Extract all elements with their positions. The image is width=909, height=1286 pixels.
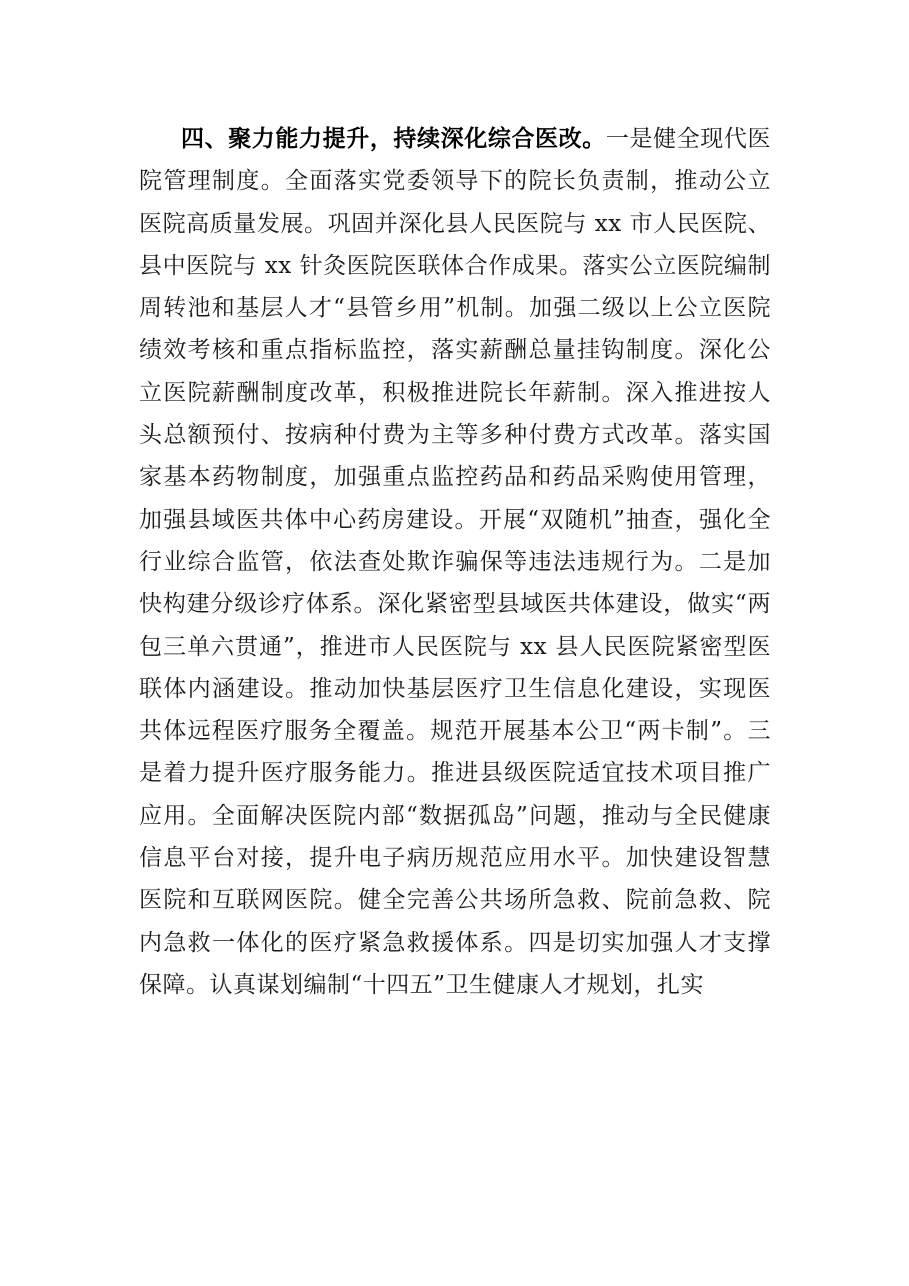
paragraph-text: 一是健全现代医院管理制度。全面落实党委领导下的院长负责制，推动公立医院高质量发展。巩固并深化县人民医院与 xx 市人民医院、县中医院与 xx 针灸医院医联体合作成果。落实公立医院编制周转池和基层人才“县管乡用”机制。加强二级以上公立医院绩效考核和重点指标监控，落实薪酬总量挂钩制度。深化公立医院薪酬制度改革，积极推进院长年薪制。深入推进按人头总额预付、按病种付费为主等多种付费方式改革。落实国家基本药物制度，加强重点监控药品和药品采购使用管理，加强县域医共体中心药房建设。开展“双随机”抽查，强化全行业综合监管，依法查处欺诈骗保等违法违规行为。二是加快构建分级诊疗体系。深化紧密型县域医共体建设，做实“两包三单六贯通”，推进市人民医院与 xx 县人民医院紧密型医联体内涵建设。推动加快基层医疗卫生信息化建设，实现医共体远程医疗服务全覆盖。规范开展基本公卫“两卡制”。三是着力提升医疗服务能力。推进县级医院适宜技术项目推广应用。全面解决医院内部“数据孤岛”问题，推动与全民健康信息平台对接，提升电子病历规范应用水平。加快建设智慧医院和互联网医院。健全完善公共场所急救、院前急救、院内急救一体化的医疗紧急救援体系。四是切实加强人才支撑保障。认真谋划编制“十四五”卫生健康人才规划，扎实 xyxy=(139,126,772,998)
section-heading: 四、聚力能力提升，持续深化综合医改。 xyxy=(181,125,606,152)
body-paragraph xyxy=(139,118,771,1006)
